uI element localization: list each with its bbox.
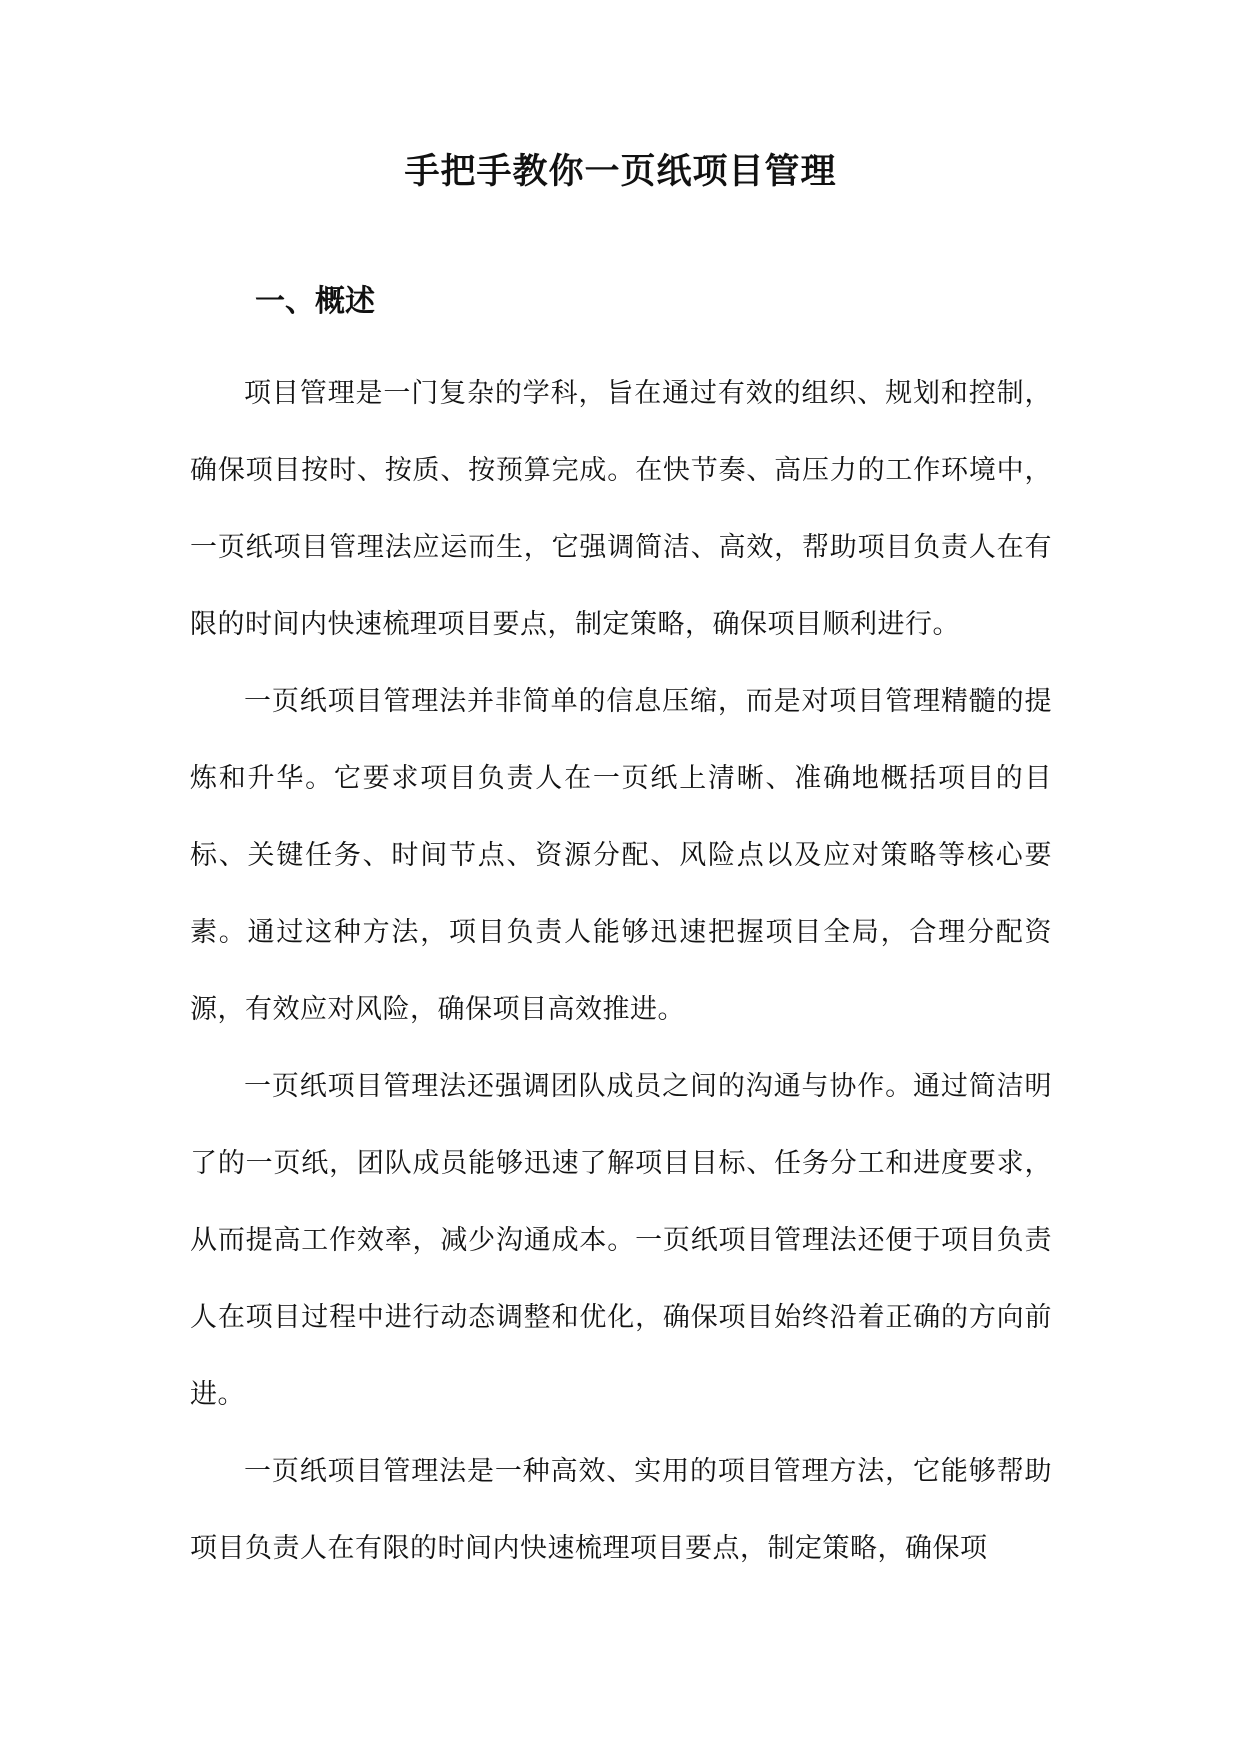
document-body <box>190 355 1052 1587</box>
paragraph: 项目管理是一门复杂的学科，旨在通过有效的组织、规划和控制，确保项目按时、按质、按预算完成。在快节奏、高压力的工作环境中，一页纸项目管理法应运而生，它强调简洁、高效，帮助项目负责人在有限的时间内快速梳理项目要点，制定策略，确保项目顺利进行。 <box>190 378 1052 640</box>
document-title: 手把手教你一页纸项目管理 <box>404 152 837 192</box>
paragraph: 一页纸项目管理法还强调团队成员之间的沟通与协作。通过简洁明了的一页纸，团队成员能够迅速了解项目目标、任务分工和进度要求，从而提高工作效率，减少沟通成本。一页纸项目管理法还便于项目负责人在项目过程中进行动态调整和优化，确保项目始终沿着正确的方向前进。 <box>190 1071 1052 1410</box>
paragraph: 一页纸项目管理法并非简单的信息压缩，而是对项目管理精髓的提炼和升华。它要求项目负责人在一页纸上清晰、准确地概括项目的目标、关键任务、时间节点、资源分配、风险点以及应对策略等核心要素。通过这种方法，项目负责人能够迅速把握项目全局，合理分配资源，有效应对风险，确保项目高效推进。 <box>190 686 1052 1025</box>
paragraph: 一页纸项目管理法是一种高效、实用的项目管理方法，它能够帮助项目负责人在有限的时间内快速梳理项目要点，制定策略，确保项 <box>190 1456 1052 1564</box>
section-heading: 一、概述 <box>255 284 375 319</box>
